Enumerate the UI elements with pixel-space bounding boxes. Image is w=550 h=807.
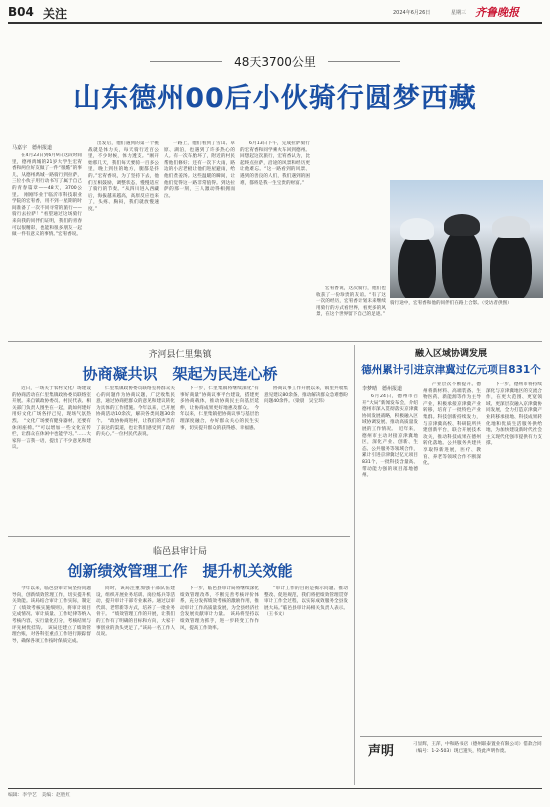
- side-byline: 李梦晴 德州报道: [362, 386, 403, 392]
- page-number: B04: [8, 5, 34, 19]
- lead-column-2: [88, 141, 159, 337]
- story3-paragraph: 今年以来，临邑县审计局坚持问题导向，创新绩效管理工作，切实提升机关效能。该局结合审计工作实际，制定了《绩效考核实施细则》，将审计项目完成情况、审计质量、工作纪律等纳入考核内容，实行量化打分，考核结果与评先树优挂钩。 该局还建立了绩效管理台账，对各科室重点工作进行跟踪督导，确保各项工作按时保质完成。: [12, 586, 91, 644]
- side-kicker: 融入区域协调发展: [414, 349, 487, 359]
- helmet-shape: [400, 218, 434, 240]
- story2-paragraph: 仁里集镇政协委员联络室将群众关心的问题作为协商议题，广泛收集民意，通过协商把群众的意见和建议转化为具体的工作措施。今年以来，已开展协商活动10余次，解决各类问题30余个。 “政协协商进村，让我们的声音有了表达的渠道，也让我们感受到了政府的关心。”一位村民代表说。: [96, 386, 175, 438]
- story2-headline: 协商凝共识 架起为民连心桥: [82, 365, 278, 383]
- notice-divider: [360, 736, 542, 737]
- story3-paragraph: 同时，该局注重加强干部队伍建设，组织开展业务培训、岗位练兵等活动，提升审计干部专业素养。通过以审代训、老带新等方式，培养了一批业务骨干。 “绩效管理工作的开展，让我们的工作有了明确的目标和方向，大家干事创业的劲头更足了。”该局一名工作人员说。: [96, 586, 175, 638]
- section-title: 关注: [43, 7, 68, 21]
- story3-column-1: [12, 586, 91, 784]
- story3-paragraph: 下一步，临邑县审计局将继续深化绩效管理改革，不断完善考核评价体系，充分发挥绩效考核的激励作用，推动审计工作高质量发展，为全县经济社会发展贡献审计力量。 该局将坚持以绩效管理为抓手，进一步转变工作作风，提高工作效率。: [180, 586, 259, 631]
- side-paragraph: 下一步，德州市将持续深化与京津冀地区的交流合作，在更大范围、更宽领域、更深层次融入京津冀协同发展，全力打造京津冀产业转移承接地、科技成果转化地和优质生活服务供给地，为加快建设新时代社会主义现代化强市提供有力支撑。: [486, 382, 542, 447]
- lead-paragraph: 宏宥香说，这次骑行，他们也收获了一份珍贵的友谊。“有了这一次的经历，宏宥香计划未来继续用骑行的方式看世界，看更多的风景，在这个世界留下自己的足迹。”: [316, 286, 386, 318]
- notice-text: 刁显辉，王萍，中和路书店（德州联泰置业有限公司）借款合同（编号：1-2-503）现已遗失，特此声明作废。: [413, 742, 542, 754]
- story2-column-1: [12, 386, 91, 532]
- helmet-shape: [444, 214, 480, 236]
- side-column-1: [362, 394, 418, 734]
- helmet-shape: [492, 216, 530, 238]
- header-rule: [8, 22, 542, 24]
- rider-figure: [490, 230, 532, 298]
- story3-paragraph: “审计工作的目的是揭示问题、推动整改、促进规范，我们将把绩效管理贯穿审计工作全过程，以实际成效服务全县发展大局。”临邑县审计局相关负责人表示。（王书文）: [264, 586, 348, 618]
- lead-paragraph: 出发后，他们遇到的第一个挑战就是体力关，每天骑行近百公里，不少时候，体力透支。“刚开始那几天，我们每天要骑一百多公里，晚上到住的地方，腿都是抖的。”宏宥香说，为了坚持下去，他们互相鼓励，调整状态，慢慢适应了骑行的节奏。“从四川进入西藏后，海拔越来越高，高原反应也来了，头疼、胸闷，我们就放慢速度。”: [88, 141, 159, 212]
- column-separator: [354, 345, 355, 785]
- story3-headline: 创新绩效管理工作 提升机关效能: [67, 562, 293, 580]
- lead-paragraph: 6月13日下午，完成拉萨骑行的宏宥香和同学乘火车回到德州。回想起这次旅行，宏宥香认为，比起终点拉萨，沿途的风景和经历更让他难忘。“这一路看到的风景、遇到的善良的人们，我们遇到的困难，都将是我一生宝贵的财富。”: [240, 141, 310, 186]
- story3-column-3: [180, 586, 259, 784]
- rider-figure: [398, 232, 436, 298]
- issue-date: 2024年6月26日: [393, 10, 431, 16]
- kicker-rule-right: [328, 61, 400, 62]
- rider-figure: [442, 228, 482, 298]
- lead-paragraph: 在4月23日到6月9日这段时间里，德州禹城的21岁大学生宏宥香和两位好友做了一件“很酷”的事儿，从德州禹城一路骑行到拉萨，三位小伙子用行动书写了属于自己的青春篇章——48天，3700公里。 刚刚毕业于临沂市科技职业学院的宏宥香，用不到一星期的时间准备了一次不同寻常的旅行——骑行去拉萨！“看望通过这场骑行来向我的同伴们证明，我们的青春可以很精彩，也能和很多朋友一起做一件有意义的事情。”宏宥香说。: [12, 153, 82, 238]
- lead-photo: [390, 180, 543, 298]
- photo-caption: 骑行途中，宏宥香和他的同伴们在路上合影。（受访者供图）: [390, 301, 512, 306]
- lead-kicker: 48天3700公里: [234, 55, 316, 69]
- side-column-3: [486, 382, 542, 734]
- story2-column-4: [264, 386, 348, 532]
- side-paragraph: 6月24日，德州市召开“大局”新闻发布会，介绍德州市深入贯彻落实京津冀协同发展战略，积极融入区域协调发展、推动高质量发展的工作情况。 近年来，德州市主动对接京津冀地区，深化产业、创新、生态、公共服务等领域合作，累计引进京津冀过亿元项目831个，一批科技含量高、带动能力强的项目落地德州。: [362, 394, 418, 479]
- story2-paragraph: 近日，一场关于农村文化广场建设的协商活动在仁里集镇政协委员联络室开展。来自镇政协委员、村民代表、相关部门负责人围坐在一起，就如何建好用好文化广场各抒己见，现场气氛热烈。 “文化广场要有健身器材，还要有休闲座椅。”“可以增加一些文化宣传栏，让群众在休闲中也能学习。”……大家你一言我一语，提出了不少意见和建议。: [12, 386, 91, 451]
- newspaper-logo: 齐鲁晚报: [475, 6, 519, 19]
- story2-column-2: [96, 386, 175, 532]
- lead-column-3: [164, 141, 235, 337]
- lead-column-4: [240, 141, 310, 337]
- lead-paragraph: 一路上，他们看到了雪山、草原、湖泊，也遇到了许多热心的人。有一次车胎坏了，附近的村民帮他们修好；还有一次下大雨，路边的小店老板让他们进屋避雨，给他们煮姜汤。这些温暖的瞬间，让他们觉得这一路非常值得。到达拉萨的那一刻，三人激动得相拥而泣。: [164, 141, 235, 199]
- story3-kicker: 临邑县审计局: [152, 547, 207, 557]
- lead-headline: 山东德州00后小伙骑行圆梦西藏: [73, 83, 477, 114]
- section-divider: [8, 341, 542, 342]
- story3-column-4: [264, 586, 348, 784]
- side-headline: 德州累计引进京津冀过亿元项目831个: [361, 364, 541, 376]
- editor-credit: 编辑：李学艺 美编：赵胜红: [8, 793, 71, 798]
- story3-column-2: [96, 586, 175, 784]
- section-divider: [8, 536, 350, 537]
- lead-column-1: [12, 153, 82, 337]
- story2-kicker: 齐河县仁里集镇: [148, 350, 212, 360]
- story2-paragraph: 下一步，仁里集镇将继续深化“有事好商量”协商议事平台建设，搭建更多协商载体，推动协商民主向基层延伸，让协商成果更好地惠及群众。 今年以来，仁里集镇把协商议事与基层治理深度融合，办好群众关心的民生实事，切实提升群众的获得感、幸福感。: [180, 386, 259, 431]
- side-paragraph: 产业层次不断提升。德州将新材料、高端装备、生物医药、新能源等作为主导产业，积极承接京津冀产业转移，培育了一批特色产业集群。科技创新持续发力，与京津冀高校、科研院所共建创新平台，联合开展技术攻关，推动科技成果在德州转化落地。公共服务共建共享取得新进展，医疗、教育、养老等领域合作不断深化。: [423, 382, 481, 467]
- notice-label: 声明: [368, 744, 395, 759]
- lead-byline: 马嘉宇 德州报道: [12, 145, 53, 151]
- story2-paragraph: 协商议事工作开展以来，镇里共收集意见建议80余条，推动解决群众急难愁盼问题40余件。（梁晨 吴宝玮）: [264, 386, 348, 405]
- footer-rule: [8, 788, 542, 789]
- issue-weekday: 星期三: [451, 10, 467, 16]
- story2-column-3: [180, 386, 259, 532]
- lead-column-5: [316, 286, 386, 337]
- side-column-2: [423, 382, 481, 734]
